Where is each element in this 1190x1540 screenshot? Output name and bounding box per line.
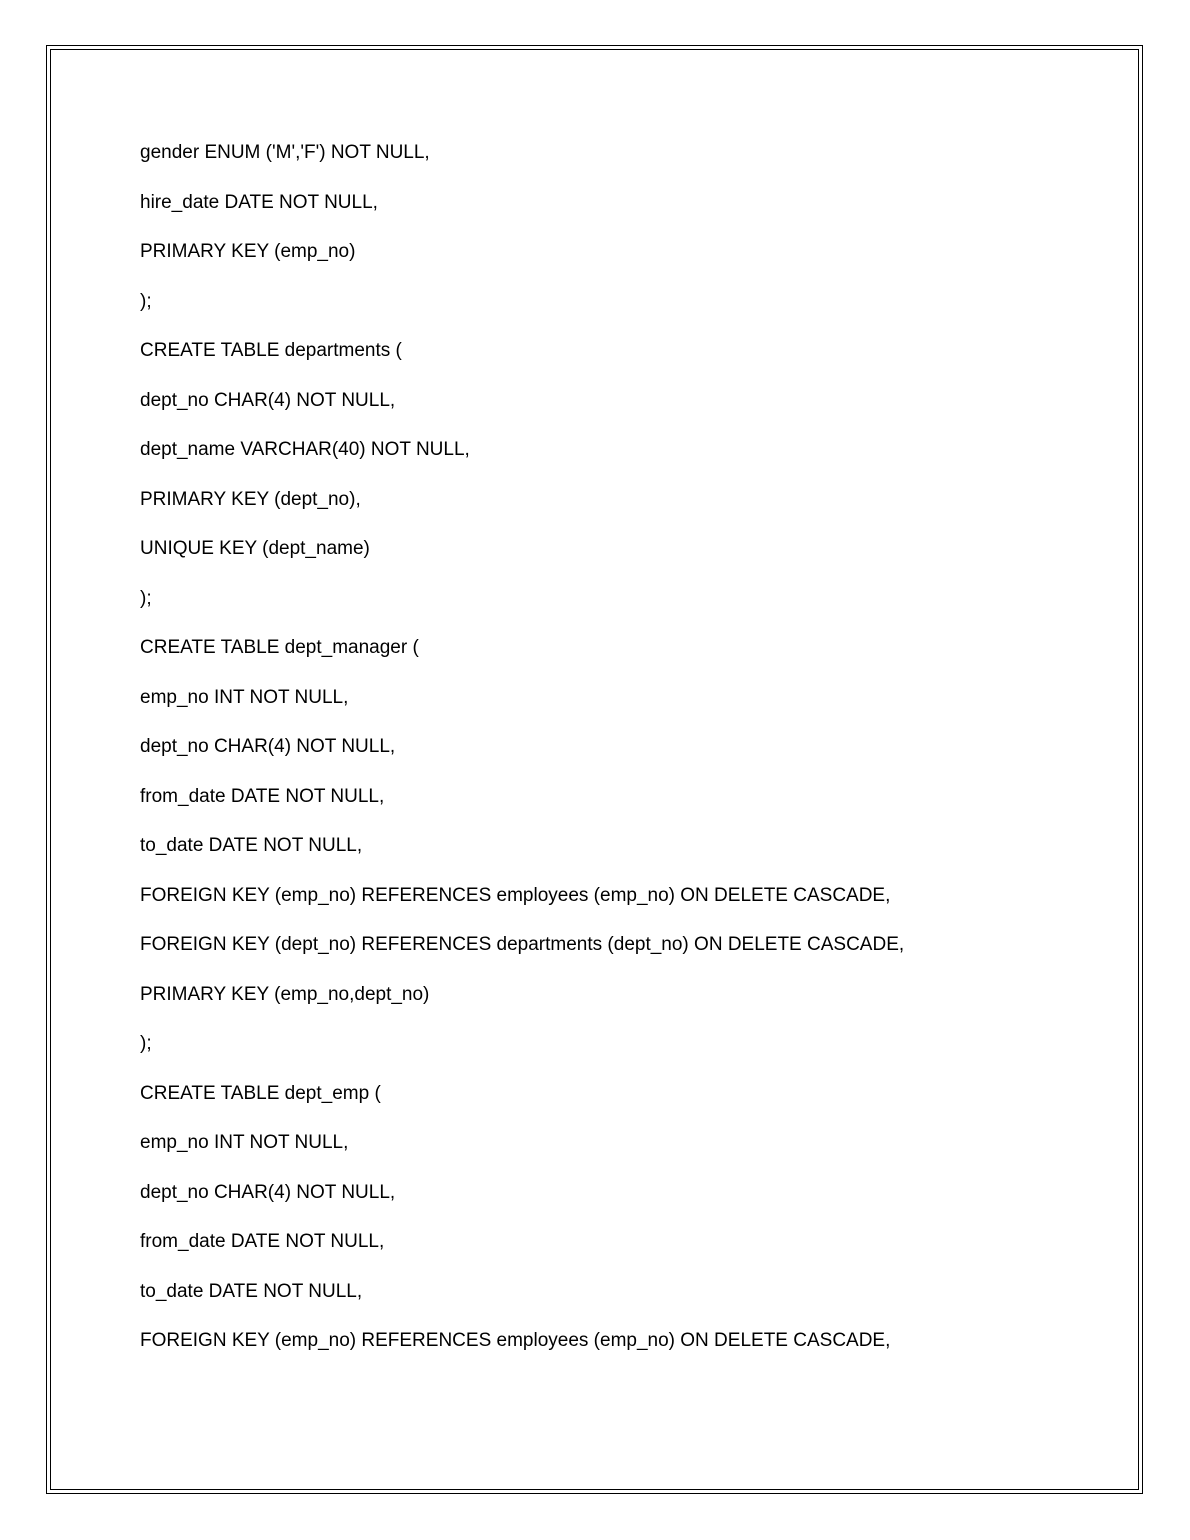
document-line: FOREIGN KEY (emp_no) REFERENCES employees (emp_no) ON DELETE CASCADE, (140, 1330, 891, 1351)
document-line: FOREIGN KEY (dept_no) REFERENCES departments (dept_no) ON DELETE CASCADE, (140, 934, 905, 955)
document-line: PRIMARY KEY (dept_no), (140, 488, 361, 510)
document-line: PRIMARY KEY (emp_no,dept_no) (140, 983, 430, 1005)
document-line: gender ENUM ('M','F') NOT NULL, (140, 142, 430, 163)
document-line: to_date DATE NOT NULL, (140, 1280, 363, 1302)
document-line: emp_no INT NOT NULL, (140, 1132, 349, 1153)
document-line: to_date DATE NOT NULL, (140, 835, 363, 856)
document-line: hire_date DATE NOT NULL, (140, 191, 378, 213)
document-line: CREATE TABLE departments ( (140, 340, 402, 361)
document-line: dept_no CHAR(4) NOT NULL, (140, 736, 396, 757)
document-line: CREATE TABLE dept_emp ( (140, 1082, 381, 1104)
document-line: dept_no CHAR(4) NOT NULL, (140, 1181, 396, 1203)
document-body (140, 139, 1040, 1377)
document-line: UNIQUE KEY (dept_name) (140, 538, 370, 559)
document-line: dept_no CHAR(4) NOT NULL, (140, 389, 396, 411)
document-line: ); (140, 587, 152, 609)
document-line: emp_no INT NOT NULL, (140, 686, 349, 708)
document-line: from_date DATE NOT NULL, (140, 785, 385, 807)
document-line: ); (140, 1033, 152, 1054)
document-line: CREATE TABLE dept_manager ( (140, 637, 419, 658)
document-line: PRIMARY KEY (emp_no) (140, 241, 356, 262)
document-line: FOREIGN KEY (emp_no) REFERENCES employees (emp_no) ON DELETE CASCADE, (140, 884, 891, 906)
document-line: dept_name VARCHAR(40) NOT NULL, (140, 439, 470, 460)
document-line: from_date DATE NOT NULL, (140, 1231, 385, 1252)
document-line: ); (140, 290, 152, 312)
